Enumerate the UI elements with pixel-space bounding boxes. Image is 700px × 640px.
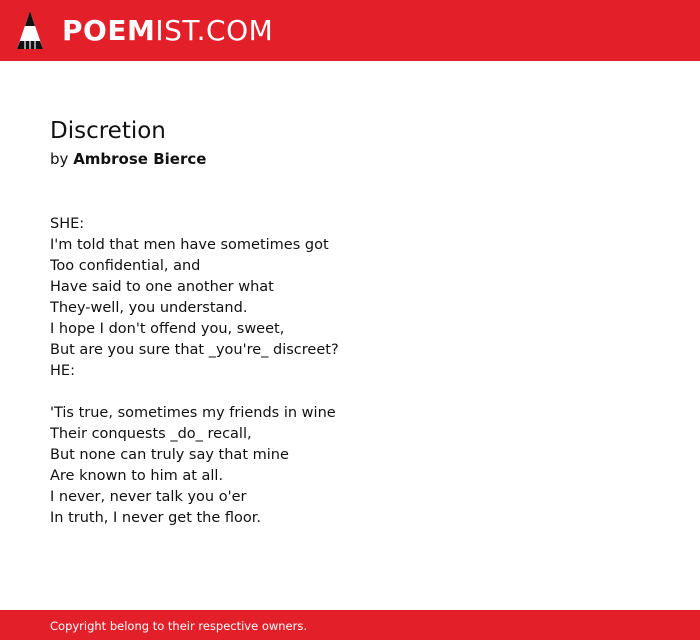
- poem-line: But are you sure that _you're_ discreet?: [50, 342, 339, 358]
- poem-line: [50, 382, 650, 403]
- poem-line: I never, never talk you o'er: [50, 489, 247, 505]
- poem-line: HE:: [50, 363, 75, 379]
- poem-content: [50, 116, 650, 529]
- brand-bold-part: POEM: [62, 14, 156, 47]
- poem-line: In truth, I never get the floor.: [50, 510, 262, 526]
- poem-byline: [50, 148, 650, 170]
- poem-line: They-well, you understand.: [50, 300, 248, 316]
- poem-line: Are known to him at all.: [50, 468, 224, 484]
- byline-prefix: by: [50, 150, 69, 168]
- poem-line: I'm told that men have sometimes got: [50, 237, 329, 253]
- poem-line: Too confidential, and: [50, 258, 201, 274]
- poem-line: Their conquests _do_ recall,: [50, 426, 252, 442]
- brand-light-part: IST.COM: [155, 14, 274, 47]
- site-logo-link[interactable]: [16, 10, 273, 52]
- pencil-icon: [16, 10, 44, 52]
- poem-title: Discretion: [50, 118, 166, 144]
- poem-body: [50, 214, 650, 529]
- poem-line: But none can truly say that mine: [50, 447, 289, 463]
- author-link[interactable]: Ambrose Bierce: [73, 150, 207, 168]
- poem-line: SHE:: [50, 216, 85, 232]
- poem-line: Have said to one another what: [50, 279, 274, 295]
- site-brand: [62, 10, 273, 52]
- footer-copyright: Copyright belong to their respective owners.: [50, 619, 308, 633]
- poem-line: 'Tis true, sometimes my friends in wine: [50, 405, 336, 421]
- poem-line: I hope I don't offend you, sweet,: [50, 321, 285, 337]
- site-footer: [0, 610, 700, 640]
- site-header: [0, 0, 700, 61]
